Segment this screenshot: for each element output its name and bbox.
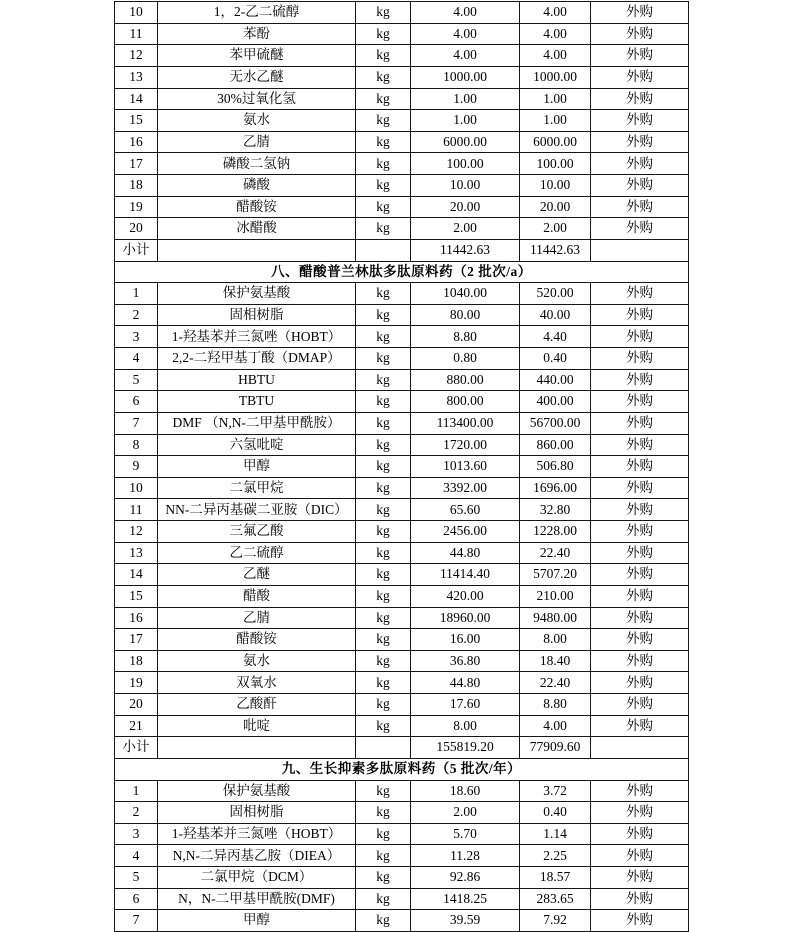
cell-name: HBTU [158, 369, 356, 391]
cell-unit: kg [356, 23, 411, 45]
cell-batch: 3.72 [520, 780, 591, 802]
cell-source: 外购 [591, 326, 689, 348]
cell-unit: kg [356, 218, 411, 240]
cell-source: 外购 [591, 823, 689, 845]
cell-batch: 10.00 [520, 175, 591, 197]
cell-source: 外购 [591, 153, 689, 175]
material-row [115, 823, 689, 845]
cell-no: 13 [115, 542, 158, 564]
material-row [115, 672, 689, 694]
cell-name: 二氯甲烷 [158, 477, 356, 499]
cell-batch: 6000.00 [520, 131, 591, 153]
cell-name: 乙腈 [158, 131, 356, 153]
cell-annual: 2.00 [411, 802, 520, 824]
cell-no: 17 [115, 153, 158, 175]
cell-unit: kg [356, 434, 411, 456]
cell-batch: 1228.00 [520, 521, 591, 543]
cell-batch: 32.80 [520, 499, 591, 521]
material-row [115, 780, 689, 802]
cell-annual: 18960.00 [411, 607, 520, 629]
cell-source: 外购 [591, 196, 689, 218]
cell-unit: kg [356, 153, 411, 175]
section-header-title: 八、醋酸普兰林肽多肽原料药（2 批次/a） [115, 261, 689, 283]
cell-source: 外购 [591, 434, 689, 456]
cell-unit: kg [356, 823, 411, 845]
cell-no: 9 [115, 456, 158, 478]
cell-no: 18 [115, 175, 158, 197]
cell-batch: 20.00 [520, 196, 591, 218]
subtotal-cell-annual: 155819.20 [411, 737, 520, 759]
cell-name: 醋酸铵 [158, 196, 356, 218]
cell-no: 18 [115, 650, 158, 672]
cell-name: 乙腈 [158, 607, 356, 629]
cell-batch: 440.00 [520, 369, 591, 391]
cell-annual: 1000.00 [411, 66, 520, 88]
cell-batch: 1.14 [520, 823, 591, 845]
material-row [115, 521, 689, 543]
cell-name: NN-二异丙基碳二亚胺（DIC） [158, 499, 356, 521]
cell-source: 外购 [591, 218, 689, 240]
cell-unit: kg [356, 369, 411, 391]
cell-batch: 4.00 [520, 45, 591, 67]
material-row [115, 434, 689, 456]
cell-name: 乙酸酐 [158, 694, 356, 716]
cell-annual: 0.80 [411, 348, 520, 370]
cell-batch: 520.00 [520, 283, 591, 305]
cell-unit: kg [356, 780, 411, 802]
cell-unit: kg [356, 542, 411, 564]
cell-unit: kg [356, 585, 411, 607]
cell-batch: 4.00 [520, 2, 591, 24]
subtotal-label-cell: 小计 [115, 737, 158, 759]
material-row [115, 391, 689, 413]
cell-annual: 800.00 [411, 391, 520, 413]
cell-batch: 18.40 [520, 650, 591, 672]
cell-annual: 420.00 [411, 585, 520, 607]
cell-name: 固相树脂 [158, 802, 356, 824]
cell-name: 六氢吡啶 [158, 434, 356, 456]
subtotal-cell-unit [356, 239, 411, 261]
cell-source: 外购 [591, 607, 689, 629]
cell-annual: 113400.00 [411, 412, 520, 434]
cell-source: 外购 [591, 2, 689, 24]
cell-no: 14 [115, 88, 158, 110]
subtotal-cell-name [158, 737, 356, 759]
cell-annual: 92.86 [411, 867, 520, 889]
cell-batch: 18.57 [520, 867, 591, 889]
cell-annual: 4.00 [411, 2, 520, 24]
cell-name: 醋酸铵 [158, 629, 356, 651]
cell-unit: kg [356, 412, 411, 434]
cell-source: 外购 [591, 477, 689, 499]
cell-source: 外购 [591, 45, 689, 67]
cell-name: 磷酸 [158, 175, 356, 197]
cell-name: 1-羟基苯并三氮唑（HOBT） [158, 823, 356, 845]
material-row [115, 910, 689, 932]
cell-batch: 0.40 [520, 348, 591, 370]
material-row [115, 564, 689, 586]
subtotal-row [115, 239, 689, 261]
cell-source: 外购 [591, 867, 689, 889]
cell-source: 外购 [591, 715, 689, 737]
cell-batch: 22.40 [520, 672, 591, 694]
cell-annual: 2.00 [411, 218, 520, 240]
material-row [115, 45, 689, 67]
cell-name: 氨水 [158, 650, 356, 672]
cell-no: 10 [115, 2, 158, 24]
material-row [115, 304, 689, 326]
cell-unit: kg [356, 607, 411, 629]
subtotal-row [115, 737, 689, 759]
cell-unit: kg [356, 456, 411, 478]
cell-name: 1，2-乙二硫醇 [158, 2, 356, 24]
cell-source: 外购 [591, 66, 689, 88]
cell-batch: 1.00 [520, 110, 591, 132]
cell-annual: 100.00 [411, 153, 520, 175]
cell-annual: 1.00 [411, 110, 520, 132]
cell-annual: 880.00 [411, 369, 520, 391]
cell-name: 磷酸二氢钠 [158, 153, 356, 175]
cell-no: 20 [115, 218, 158, 240]
subtotal-cell-batch: 77909.60 [520, 737, 591, 759]
cell-batch: 5707.20 [520, 564, 591, 586]
cell-batch: 4.00 [520, 715, 591, 737]
cell-no: 2 [115, 304, 158, 326]
cell-no: 10 [115, 477, 158, 499]
material-row [115, 369, 689, 391]
cell-batch: 100.00 [520, 153, 591, 175]
cell-name: 氨水 [158, 110, 356, 132]
material-row [115, 585, 689, 607]
cell-unit: kg [356, 283, 411, 305]
cell-source: 外购 [591, 23, 689, 45]
subtotal-cell-annual: 11442.63 [411, 239, 520, 261]
cell-no: 4 [115, 348, 158, 370]
cell-name: 甲醇 [158, 456, 356, 478]
cell-name: 双氧水 [158, 672, 356, 694]
cell-source: 外购 [591, 845, 689, 867]
cell-batch: 400.00 [520, 391, 591, 413]
cell-annual: 6000.00 [411, 131, 520, 153]
cell-name: 30%过氧化氢 [158, 88, 356, 110]
material-row [115, 845, 689, 867]
cell-unit: kg [356, 45, 411, 67]
cell-unit: kg [356, 131, 411, 153]
cell-no: 1 [115, 283, 158, 305]
cell-batch: 0.40 [520, 802, 591, 824]
raw-materials-table [114, 1, 689, 932]
section-header-row [115, 758, 689, 780]
cell-name: 甲醇 [158, 910, 356, 932]
cell-unit: kg [356, 521, 411, 543]
cell-batch: 7.92 [520, 910, 591, 932]
cell-no: 21 [115, 715, 158, 737]
cell-annual: 8.00 [411, 715, 520, 737]
material-row [115, 218, 689, 240]
cell-no: 2 [115, 802, 158, 824]
material-row [115, 110, 689, 132]
cell-unit: kg [356, 326, 411, 348]
cell-source: 外购 [591, 110, 689, 132]
cell-source: 外购 [591, 521, 689, 543]
cell-batch: 506.80 [520, 456, 591, 478]
cell-name: N,N-二异丙基乙胺（DIEA） [158, 845, 356, 867]
cell-name: 苯酚 [158, 23, 356, 45]
cell-annual: 5.70 [411, 823, 520, 845]
cell-batch: 56700.00 [520, 412, 591, 434]
cell-source: 外购 [591, 564, 689, 586]
cell-name: N，N-二甲基甲酰胺(DMF) [158, 888, 356, 910]
cell-name: 醋酸 [158, 585, 356, 607]
subtotal-cell-source [591, 239, 689, 261]
cell-unit: kg [356, 499, 411, 521]
material-row [115, 23, 689, 45]
cell-source: 外购 [591, 175, 689, 197]
cell-no: 12 [115, 45, 158, 67]
cell-source: 外购 [591, 585, 689, 607]
cell-source: 外购 [591, 88, 689, 110]
cell-name: 保护氨基酸 [158, 780, 356, 802]
cell-no: 19 [115, 196, 158, 218]
cell-no: 3 [115, 823, 158, 845]
material-row [115, 131, 689, 153]
material-row [115, 175, 689, 197]
cell-annual: 65.60 [411, 499, 520, 521]
subtotal-cell-batch: 11442.63 [520, 239, 591, 261]
subtotal-label-cell: 小计 [115, 239, 158, 261]
cell-name: 冰醋酸 [158, 218, 356, 240]
cell-no: 15 [115, 585, 158, 607]
cell-no: 12 [115, 521, 158, 543]
cell-unit: kg [356, 110, 411, 132]
cell-no: 6 [115, 888, 158, 910]
cell-source: 外购 [591, 499, 689, 521]
cell-no: 19 [115, 672, 158, 694]
material-row [115, 196, 689, 218]
cell-annual: 4.00 [411, 45, 520, 67]
cell-no: 16 [115, 131, 158, 153]
cell-annual: 11414.40 [411, 564, 520, 586]
cell-name: 2,2-二羟甲基丁酸（DMAP） [158, 348, 356, 370]
cell-name: 吡啶 [158, 715, 356, 737]
cell-no: 16 [115, 607, 158, 629]
cell-no: 3 [115, 326, 158, 348]
cell-name: 保护氨基酸 [158, 283, 356, 305]
material-row [115, 629, 689, 651]
cell-source: 外购 [591, 650, 689, 672]
material-row [115, 412, 689, 434]
cell-batch: 1000.00 [520, 66, 591, 88]
cell-annual: 3392.00 [411, 477, 520, 499]
cell-annual: 1418.25 [411, 888, 520, 910]
cell-annual: 8.80 [411, 326, 520, 348]
cell-annual: 10.00 [411, 175, 520, 197]
material-row [115, 694, 689, 716]
cell-annual: 18.60 [411, 780, 520, 802]
cell-batch: 8.80 [520, 694, 591, 716]
cell-unit: kg [356, 650, 411, 672]
cell-name: 1-羟基苯并三氮唑（HOBT） [158, 326, 356, 348]
material-row [115, 867, 689, 889]
cell-no: 1 [115, 780, 158, 802]
material-row [115, 477, 689, 499]
cell-name: 苯甲硫醚 [158, 45, 356, 67]
cell-source: 外购 [591, 672, 689, 694]
cell-unit: kg [356, 88, 411, 110]
cell-unit: kg [356, 175, 411, 197]
cell-unit: kg [356, 672, 411, 694]
section-header-title: 九、生长抑素多肽原料药（5 批次/年） [115, 758, 689, 780]
material-row [115, 542, 689, 564]
cell-source: 外购 [591, 412, 689, 434]
cell-batch: 4.00 [520, 23, 591, 45]
cell-no: 14 [115, 564, 158, 586]
cell-no: 4 [115, 845, 158, 867]
cell-batch: 2.25 [520, 845, 591, 867]
cell-no: 15 [115, 110, 158, 132]
cell-annual: 36.80 [411, 650, 520, 672]
cell-unit: kg [356, 196, 411, 218]
material-row [115, 456, 689, 478]
material-row [115, 802, 689, 824]
cell-annual: 17.60 [411, 694, 520, 716]
cell-unit: kg [356, 802, 411, 824]
cell-unit: kg [356, 845, 411, 867]
cell-batch: 1696.00 [520, 477, 591, 499]
material-row [115, 499, 689, 521]
subtotal-cell-source [591, 737, 689, 759]
cell-unit: kg [356, 715, 411, 737]
document-page-table-region [114, 1, 690, 932]
cell-no: 13 [115, 66, 158, 88]
cell-name: DMF （N,N-二甲基甲酰胺） [158, 412, 356, 434]
cell-unit: kg [356, 629, 411, 651]
cell-no: 7 [115, 412, 158, 434]
cell-batch: 210.00 [520, 585, 591, 607]
cell-unit: kg [356, 66, 411, 88]
cell-batch: 22.40 [520, 542, 591, 564]
cell-no: 11 [115, 23, 158, 45]
section-header-row [115, 261, 689, 283]
cell-unit: kg [356, 391, 411, 413]
cell-name: TBTU [158, 391, 356, 413]
cell-annual: 44.80 [411, 672, 520, 694]
cell-source: 外购 [591, 348, 689, 370]
cell-annual: 20.00 [411, 196, 520, 218]
cell-name: 无水乙醚 [158, 66, 356, 88]
cell-annual: 80.00 [411, 304, 520, 326]
cell-no: 8 [115, 434, 158, 456]
cell-unit: kg [356, 564, 411, 586]
cell-annual: 4.00 [411, 23, 520, 45]
material-row [115, 348, 689, 370]
cell-annual: 1.00 [411, 88, 520, 110]
material-row [115, 650, 689, 672]
cell-annual: 39.59 [411, 910, 520, 932]
cell-no: 5 [115, 867, 158, 889]
cell-batch: 1.00 [520, 88, 591, 110]
subtotal-cell-unit [356, 737, 411, 759]
cell-no: 17 [115, 629, 158, 651]
material-row [115, 66, 689, 88]
cell-batch: 283.65 [520, 888, 591, 910]
cell-annual: 1013.60 [411, 456, 520, 478]
cell-no: 7 [115, 910, 158, 932]
material-row [115, 326, 689, 348]
cell-annual: 1720.00 [411, 434, 520, 456]
cell-source: 外购 [591, 780, 689, 802]
cell-name: 二氯甲烷（DCM） [158, 867, 356, 889]
cell-source: 外购 [591, 369, 689, 391]
cell-batch: 40.00 [520, 304, 591, 326]
cell-annual: 16.00 [411, 629, 520, 651]
cell-source: 外购 [591, 456, 689, 478]
cell-source: 外购 [591, 629, 689, 651]
cell-no: 6 [115, 391, 158, 413]
cell-no: 5 [115, 369, 158, 391]
material-row [115, 283, 689, 305]
cell-name: 乙二硫醇 [158, 542, 356, 564]
cell-batch: 4.40 [520, 326, 591, 348]
material-row [115, 715, 689, 737]
cell-name: 固相树脂 [158, 304, 356, 326]
cell-source: 外购 [591, 304, 689, 326]
cell-source: 外购 [591, 888, 689, 910]
cell-annual: 11.28 [411, 845, 520, 867]
cell-name: 乙醚 [158, 564, 356, 586]
material-row [115, 2, 689, 24]
cell-batch: 2.00 [520, 218, 591, 240]
cell-unit: kg [356, 867, 411, 889]
cell-no: 20 [115, 694, 158, 716]
cell-unit: kg [356, 477, 411, 499]
cell-batch: 9480.00 [520, 607, 591, 629]
material-row [115, 888, 689, 910]
cell-unit: kg [356, 304, 411, 326]
cell-source: 外购 [591, 910, 689, 932]
cell-name: 三氟乙酸 [158, 521, 356, 543]
cell-source: 外购 [591, 694, 689, 716]
material-row [115, 88, 689, 110]
cell-unit: kg [356, 348, 411, 370]
cell-batch: 860.00 [520, 434, 591, 456]
cell-unit: kg [356, 888, 411, 910]
subtotal-cell-name [158, 239, 356, 261]
cell-batch: 8.00 [520, 629, 591, 651]
material-row [115, 153, 689, 175]
cell-unit: kg [356, 694, 411, 716]
cell-source: 外购 [591, 391, 689, 413]
cell-annual: 44.80 [411, 542, 520, 564]
cell-annual: 1040.00 [411, 283, 520, 305]
cell-source: 外购 [591, 542, 689, 564]
material-row [115, 607, 689, 629]
cell-no: 11 [115, 499, 158, 521]
cell-annual: 2456.00 [411, 521, 520, 543]
cell-source: 外购 [591, 131, 689, 153]
cell-unit: kg [356, 910, 411, 932]
cell-source: 外购 [591, 283, 689, 305]
cell-source: 外购 [591, 802, 689, 824]
cell-unit: kg [356, 2, 411, 24]
